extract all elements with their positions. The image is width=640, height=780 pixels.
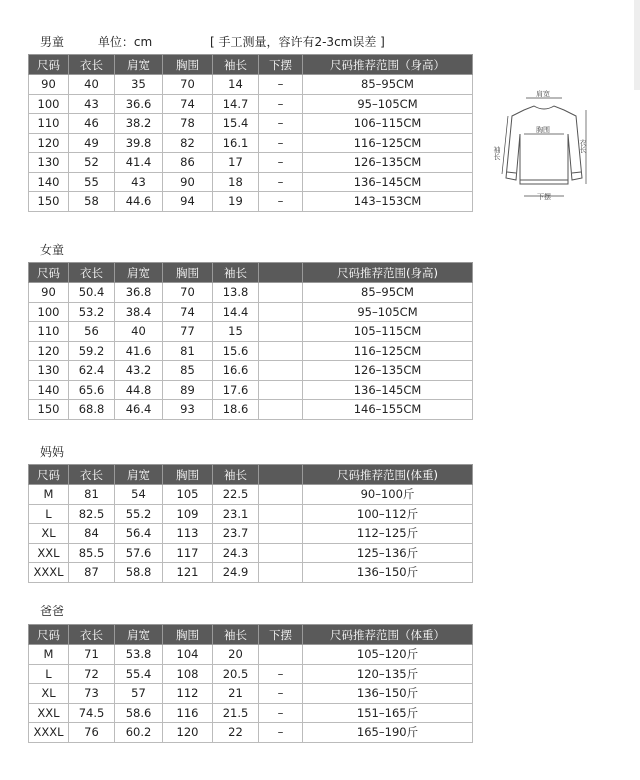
table-cell: –	[259, 114, 303, 134]
table-cell: 130	[29, 153, 69, 173]
table-cell: 43	[69, 94, 115, 114]
table-cell: 85.5	[69, 543, 115, 563]
table-cell: 40	[115, 322, 163, 342]
mom-title: 妈妈	[40, 445, 65, 459]
column-header: 肩宽	[115, 465, 163, 485]
table-cell: –	[259, 75, 303, 95]
table-cell: 58.8	[115, 563, 163, 583]
table-row	[29, 524, 473, 544]
table-cell: 140	[29, 380, 69, 400]
table-cell: –	[259, 133, 303, 153]
table-cell: 70	[163, 283, 213, 303]
table-cell: 17	[213, 153, 259, 173]
table-row	[29, 133, 473, 153]
table-cell: –	[259, 723, 303, 743]
table-cell: 151–165斤	[303, 703, 473, 723]
table-cell: 38.4	[115, 302, 163, 322]
table-cell: 108	[163, 664, 213, 684]
column-header: 衣长	[69, 55, 115, 75]
table-row	[29, 723, 473, 743]
column-header: 肩宽	[115, 263, 163, 283]
table-cell: 136–150斤	[303, 563, 473, 583]
table-cell: 116–125CM	[303, 133, 473, 153]
table-cell: 143–153CM	[303, 192, 473, 212]
table-row	[29, 192, 473, 212]
table-cell	[259, 302, 303, 322]
table-cell: 77	[163, 322, 213, 342]
table-cell: 54	[115, 485, 163, 505]
table-cell: 78	[163, 114, 213, 134]
table-cell: 81	[163, 341, 213, 361]
column-header: 胸围	[163, 465, 213, 485]
table-cell: 60.2	[115, 723, 163, 743]
table-cell: M	[29, 645, 69, 665]
table-cell: 18.6	[213, 400, 259, 420]
column-header: 胸围	[163, 55, 213, 75]
table-cell: 43	[115, 172, 163, 192]
table-cell: 41.6	[115, 341, 163, 361]
table-cell: 76	[69, 723, 115, 743]
boys-title: 男童	[40, 35, 65, 49]
table-cell: 112–125斤	[303, 524, 473, 544]
table-cell: 100	[29, 94, 69, 114]
table-cell: 53.2	[69, 302, 115, 322]
table-cell: 87	[69, 563, 115, 583]
table-cell: 150	[29, 400, 69, 420]
table-cell: 72	[69, 664, 115, 684]
table-cell: –	[259, 94, 303, 114]
hem-label: 下摆	[537, 193, 551, 201]
table-cell: 95–105CM	[303, 302, 473, 322]
table-cell: 14.4	[213, 302, 259, 322]
table-cell: 74	[163, 94, 213, 114]
table-cell: 65.6	[69, 380, 115, 400]
table-row	[29, 75, 473, 95]
table-cell: 21.5	[213, 703, 259, 723]
table-cell: 105	[163, 485, 213, 505]
table-cell: L	[29, 664, 69, 684]
table-cell: 55.2	[115, 504, 163, 524]
column-header: 胸围	[163, 263, 213, 283]
table-cell: 85	[163, 361, 213, 381]
table-cell: 70	[163, 75, 213, 95]
column-header: 尺码	[29, 55, 69, 75]
unit-label: 单位：cm	[97, 35, 153, 49]
table-cell: 136–145CM	[303, 380, 473, 400]
table-row	[29, 341, 473, 361]
table-row	[29, 94, 473, 114]
table-cell: 117	[163, 543, 213, 563]
table-cell	[259, 380, 303, 400]
table-cell: 68.8	[69, 400, 115, 420]
table-cell: 58	[69, 192, 115, 212]
table-cell: 90	[29, 283, 69, 303]
table-cell: 44.8	[115, 380, 163, 400]
table-cell: 15.4	[213, 114, 259, 134]
table-cell: 105–115CM	[303, 322, 473, 342]
table-cell: XXXL	[29, 723, 69, 743]
girls-size-table	[28, 262, 473, 420]
table-cell: 36.6	[115, 94, 163, 114]
table-cell	[259, 322, 303, 342]
table-cell: 56.4	[115, 524, 163, 544]
table-cell: 82.5	[69, 504, 115, 524]
table-row	[29, 703, 473, 723]
table-cell: 84	[69, 524, 115, 544]
table-cell: XXXL	[29, 563, 69, 583]
table-cell: 46.4	[115, 400, 163, 420]
table-cell	[259, 524, 303, 544]
table-cell	[259, 400, 303, 420]
mom-size-table	[28, 464, 473, 583]
table-cell: 90	[163, 172, 213, 192]
table-cell: 93	[163, 400, 213, 420]
column-header	[259, 263, 303, 283]
table-cell	[259, 283, 303, 303]
table-cell: 49	[69, 133, 115, 153]
table-cell: 16.1	[213, 133, 259, 153]
table-cell: 56	[69, 322, 115, 342]
table-cell: –	[259, 172, 303, 192]
table-cell: –	[259, 192, 303, 212]
measurement-note: [ 手工测量，容许有2-3cm误差 ]	[209, 35, 385, 49]
column-header: 下摆	[259, 55, 303, 75]
column-header	[259, 465, 303, 485]
table-cell: 14.7	[213, 94, 259, 114]
table-cell: 59.2	[69, 341, 115, 361]
table-cell: XL	[29, 524, 69, 544]
table-cell: 116–125CM	[303, 341, 473, 361]
table-cell: 126–135CM	[303, 361, 473, 381]
dad-title: 爸爸	[40, 604, 65, 618]
table-cell: 24.9	[213, 563, 259, 583]
table-cell: 23.1	[213, 504, 259, 524]
table-cell: 125–136斤	[303, 543, 473, 563]
table-cell: 110	[29, 114, 69, 134]
table-cell: 57.6	[115, 543, 163, 563]
table-cell: 81	[69, 485, 115, 505]
column-header: 尺码	[29, 465, 69, 485]
table-cell: 55	[69, 172, 115, 192]
table-cell: 100–112斤	[303, 504, 473, 524]
table-cell: 121	[163, 563, 213, 583]
table-cell: 14	[213, 75, 259, 95]
chest-label: 胸围	[536, 126, 550, 134]
table-cell: 73	[69, 684, 115, 704]
column-header: 衣长	[69, 465, 115, 485]
table-cell: –	[259, 703, 303, 723]
table-cell: 104	[163, 645, 213, 665]
table-row	[29, 645, 473, 665]
table-cell: –	[259, 684, 303, 704]
table-cell: 20.5	[213, 664, 259, 684]
table-cell: XXL	[29, 543, 69, 563]
table-cell: XXL	[29, 703, 69, 723]
table-cell: 85–95CM	[303, 75, 473, 95]
table-cell: 20	[213, 645, 259, 665]
table-cell: 126–135CM	[303, 153, 473, 173]
table-cell: 120–135斤	[303, 664, 473, 684]
table-cell: 57	[115, 684, 163, 704]
boys-size-table	[28, 54, 473, 212]
dad-size-table	[28, 624, 473, 743]
table-cell: 15	[213, 322, 259, 342]
table-cell: 15.6	[213, 341, 259, 361]
table-cell: 71	[69, 645, 115, 665]
table-row	[29, 684, 473, 704]
table-cell: 21	[213, 684, 259, 704]
table-cell: 17.6	[213, 380, 259, 400]
table-cell: 46	[69, 114, 115, 134]
table-cell: 55.4	[115, 664, 163, 684]
table-cell: 109	[163, 504, 213, 524]
column-header: 下摆	[259, 625, 303, 645]
length-label: 衣长	[579, 139, 587, 153]
table-cell: 24.3	[213, 543, 259, 563]
column-header: 尺码	[29, 263, 69, 283]
table-row	[29, 664, 473, 684]
table-cell: 39.8	[115, 133, 163, 153]
table-cell: 36.8	[115, 283, 163, 303]
table-cell: 90	[29, 75, 69, 95]
table-row	[29, 563, 473, 583]
table-cell: 74	[163, 302, 213, 322]
table-cell: 16.6	[213, 361, 259, 381]
table-cell: 140	[29, 172, 69, 192]
table-cell	[259, 645, 303, 665]
table-row	[29, 172, 473, 192]
table-row	[29, 283, 473, 303]
table-cell: 136–150斤	[303, 684, 473, 704]
table-cell: 62.4	[69, 361, 115, 381]
shoulder-label: 肩宽	[536, 90, 550, 98]
table-cell: M	[29, 485, 69, 505]
column-header: 尺码推荐范围(身高)	[303, 263, 473, 283]
table-cell: 130	[29, 361, 69, 381]
table-cell: 38.2	[115, 114, 163, 134]
table-cell: XL	[29, 684, 69, 704]
table-cell: 105–120斤	[303, 645, 473, 665]
table-cell: 23.7	[213, 524, 259, 544]
column-header: 衣长	[69, 625, 115, 645]
table-cell: 113	[163, 524, 213, 544]
table-cell: 112	[163, 684, 213, 704]
table-cell: 90–100斤	[303, 485, 473, 505]
table-row	[29, 302, 473, 322]
table-cell: 150	[29, 192, 69, 212]
table-cell: 95–105CM	[303, 94, 473, 114]
column-header: 尺码推荐范围（体重）	[303, 625, 473, 645]
table-cell: 120	[29, 133, 69, 153]
table-cell: 116	[163, 703, 213, 723]
table-cell: 86	[163, 153, 213, 173]
table-cell: 43.2	[115, 361, 163, 381]
column-header: 尺码推荐范围(体重)	[303, 465, 473, 485]
boys-header	[40, 33, 413, 50]
table-row	[29, 504, 473, 524]
table-cell: 146–155CM	[303, 400, 473, 420]
table-cell: 120	[163, 723, 213, 743]
table-cell: 22.5	[213, 485, 259, 505]
table-cell: 40	[69, 75, 115, 95]
column-header: 尺码	[29, 625, 69, 645]
column-header: 衣长	[69, 263, 115, 283]
table-row	[29, 153, 473, 173]
column-header: 袖长	[213, 625, 259, 645]
table-row	[29, 400, 473, 420]
table-row	[29, 361, 473, 381]
table-cell: 41.4	[115, 153, 163, 173]
table-cell	[259, 341, 303, 361]
table-row	[29, 322, 473, 342]
table-cell: 85–95CM	[303, 283, 473, 303]
table-cell: 13.8	[213, 283, 259, 303]
table-cell: 53.8	[115, 645, 163, 665]
table-cell: 89	[163, 380, 213, 400]
column-header: 袖长	[213, 55, 259, 75]
table-cell: 100	[29, 302, 69, 322]
table-cell	[259, 504, 303, 524]
sweater-measurement-diagram	[494, 84, 594, 204]
table-cell: 18	[213, 172, 259, 192]
table-row	[29, 114, 473, 134]
column-header: 肩宽	[115, 625, 163, 645]
table-cell	[259, 563, 303, 583]
table-cell: 52	[69, 153, 115, 173]
column-header: 胸围	[163, 625, 213, 645]
table-cell: –	[259, 664, 303, 684]
table-cell: 136–145CM	[303, 172, 473, 192]
table-cell: 22	[213, 723, 259, 743]
table-cell: 50.4	[69, 283, 115, 303]
table-cell: 165–190斤	[303, 723, 473, 743]
table-row	[29, 543, 473, 563]
scrollbar-edge	[634, 0, 640, 90]
table-cell: 35	[115, 75, 163, 95]
table-row	[29, 485, 473, 505]
sleeve-label: 袖长	[493, 146, 501, 160]
table-cell: 106–115CM	[303, 114, 473, 134]
table-cell	[259, 543, 303, 563]
table-cell	[259, 485, 303, 505]
table-cell: 110	[29, 322, 69, 342]
table-cell: –	[259, 153, 303, 173]
table-row	[29, 380, 473, 400]
column-header: 袖长	[213, 465, 259, 485]
sweater-outline	[506, 106, 582, 184]
table-cell: 120	[29, 341, 69, 361]
column-header: 尺码推荐范围（身高）	[303, 55, 473, 75]
girls-title: 女童	[40, 243, 65, 257]
table-cell: 19	[213, 192, 259, 212]
table-cell: 44.6	[115, 192, 163, 212]
table-cell: 82	[163, 133, 213, 153]
column-header: 肩宽	[115, 55, 163, 75]
table-cell: 94	[163, 192, 213, 212]
column-header: 袖长	[213, 263, 259, 283]
table-cell: 74.5	[69, 703, 115, 723]
table-cell: 58.6	[115, 703, 163, 723]
table-cell	[259, 361, 303, 381]
table-cell: L	[29, 504, 69, 524]
